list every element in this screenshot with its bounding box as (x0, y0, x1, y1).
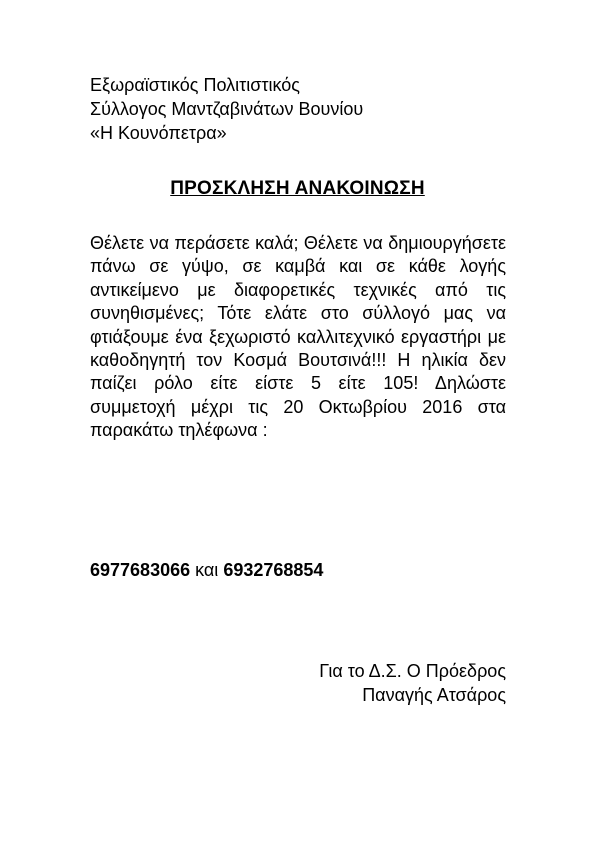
phone-conjunction: και (195, 560, 219, 580)
association-name-line-1: Εξωραϊστικός Πολιτιστικός (90, 75, 300, 95)
signature-block (319, 659, 506, 707)
document-title: ΠΡΟΣΚΛΗΣΗ ΑΝΑΚΟΙΝΩΣΗ (170, 178, 425, 199)
association-name-line-3: «Η Κουνόπετρα» (90, 123, 227, 143)
phone-number-1: 6977683066 (90, 560, 191, 580)
contact-phones (90, 558, 323, 582)
association-name-line-2: Σύλλογος Μαντζαβινάτων Βουνίου (90, 99, 364, 119)
phone-number-2: 6932768854 (223, 560, 324, 580)
announcement-body: Θέλετε να περάσετε καλά; Θέλετε να δημιουργήσετε πάνω σε γύψο, σε καμβά και σε κάθε λογής αντικείμενο με διαφορετικές τεχνικές από τις συνηθισμένες; Τότε ελάτε στο σύλλογό μας να φτιάξουμε ένα ξεχωριστό καλλιτεχνικό εργαστήρι με καθοδηγητή τον Κοσμά Βουτσινά!!! Η ηλικία δεν παίζει ρόλο είτε είστε 5 είτε 105! Δηλώστε συμμετοχή μέχρι τις 20 Οκτωβρίου 2016 στα παρακάτω τηλέφωνα : (90, 233, 506, 441)
signature-name: Παναγής Ατσάρος (362, 685, 506, 705)
association-header (90, 73, 363, 145)
signature-role: Για το Δ.Σ. Ο Πρόεδρος (319, 661, 506, 681)
